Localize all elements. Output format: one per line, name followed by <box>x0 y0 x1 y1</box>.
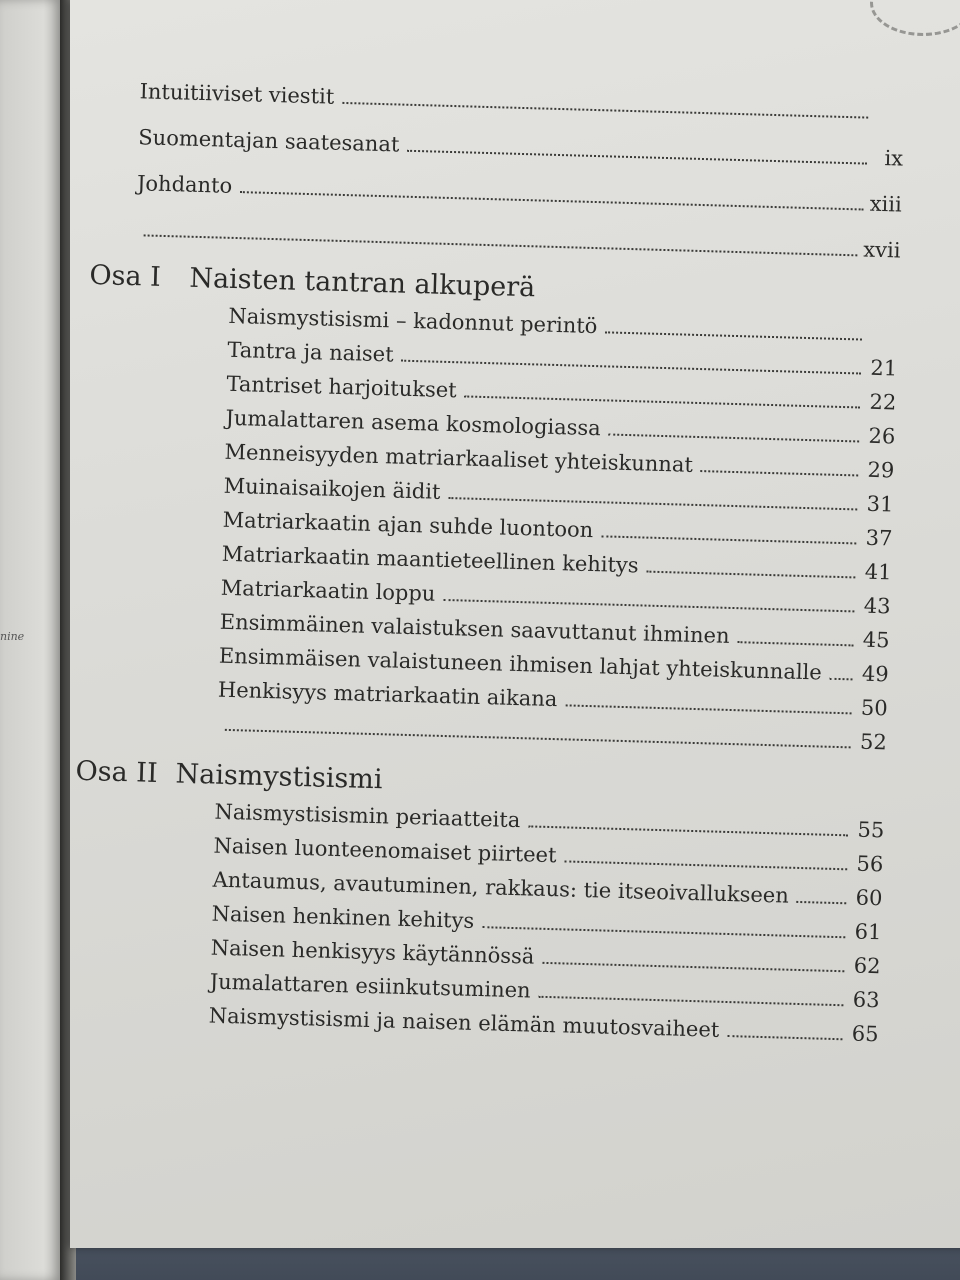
toc-entry-page: 49 <box>861 661 889 687</box>
toc-entry-page: 21 <box>870 355 898 381</box>
toc-entry-page: 63 <box>852 987 880 1013</box>
dot-leader <box>225 729 851 748</box>
toc-entry-title: Muinaisaikojen äidit <box>223 473 441 504</box>
dot-leader <box>528 825 848 836</box>
dot-leader <box>464 395 860 408</box>
toc-entry-title: Naismystisismin periaatteita <box>214 799 521 833</box>
ornament-decoration <box>870 0 960 36</box>
toc-entry-page: 31 <box>866 491 894 517</box>
dot-leader <box>605 331 862 340</box>
toc-entry-page: 41 <box>864 559 892 585</box>
toc-entry-title: Ensimmäinen valaistuksen saavuttanut ihminen <box>219 609 730 648</box>
part-number: Osa I <box>89 259 162 293</box>
toc-entry-title: Antaumus, avautuminen, rakkaus: tie itseoivallukseen <box>212 867 790 908</box>
toc-entry-page: 45 <box>862 627 890 653</box>
part-title: Naisten tantran alkuperä <box>189 262 536 304</box>
dot-leader <box>240 191 864 210</box>
toc-entry-title: Menneisyyden matriarkaaliset yhteiskunnat <box>224 439 694 477</box>
dot-leader <box>601 535 856 544</box>
toc-entry-page: xiii <box>869 191 903 217</box>
toc-entry-title: Intuitiiviset viestit <box>139 79 335 109</box>
toc-entry-page: 29 <box>867 457 895 483</box>
left-page-edge <box>0 0 62 1280</box>
dot-leader <box>797 901 847 904</box>
dot-leader <box>407 150 867 165</box>
toc-entry-page: 65 <box>851 1021 879 1047</box>
toc-entry-title: Johdanto <box>136 171 233 198</box>
dot-leader <box>609 433 860 442</box>
toc-entry-title: Naisen luonteenomaiset piirteet <box>213 833 557 868</box>
toc-entry-page: xvii <box>863 237 901 263</box>
toc-entry-page: 56 <box>856 851 884 877</box>
dot-leader <box>448 497 857 510</box>
dot-leader <box>737 641 853 646</box>
toc-entry-page <box>874 119 904 120</box>
toc-entry-page: 43 <box>863 593 891 619</box>
toc-entry-title: Naismystisismi – kadonnut perintö <box>228 303 598 339</box>
dot-leader <box>342 102 868 119</box>
toc-entry-title: Tantriset harjoitukset <box>226 371 457 403</box>
dot-leader <box>830 678 853 681</box>
toc-entry-title: Naisen henkisyys käytännössä <box>210 935 535 969</box>
toc-entry-title: Naismystisismi ja naisen elämän muutosvaiheet <box>208 1003 720 1042</box>
toc-entry-page: ix <box>884 146 904 171</box>
toc-entry-title: Matriarkaatin maantieteellinen kehitys <box>221 541 639 578</box>
toc-entry-title: Jumalattaren asema kosmologiassa <box>225 405 602 441</box>
dot-leader <box>482 926 845 938</box>
toc-entry-title: Matriarkaatin ajan suhde luontoon <box>222 507 594 543</box>
toc-entry-page: 62 <box>853 953 881 979</box>
toc-entry-page: 22 <box>869 389 897 415</box>
left-page-fragment: nine <box>0 630 25 643</box>
toc-entry-title: Matriarkaatin loppu <box>220 575 436 606</box>
part-number: Osa II <box>75 755 159 790</box>
dot-leader <box>565 704 851 714</box>
table-of-contents <box>68 78 904 1056</box>
toc-entry-page: 26 <box>868 423 896 449</box>
dot-leader <box>538 996 843 1007</box>
dot-leader <box>443 599 854 612</box>
dot-leader <box>727 1035 842 1040</box>
toc-entry-page <box>868 341 898 342</box>
toc-entry-title: Tantra ja naiset <box>227 337 394 367</box>
toc-entry-title: Henkisyys matriarkaatin aikana <box>217 677 558 712</box>
toc-entry-page: 50 <box>860 695 889 721</box>
toc-entry-page: 52 <box>859 729 888 755</box>
toc-entry-page: 60 <box>855 885 883 911</box>
toc-entry-page: 37 <box>865 525 893 551</box>
dot-leader <box>542 962 844 972</box>
dot-leader <box>401 360 861 375</box>
toc-entry-title: Suomentajan saatesanat <box>138 125 400 157</box>
dot-leader <box>144 234 858 256</box>
toc-entry-page: 61 <box>854 919 882 945</box>
toc-entry-title: Naisen henkinen kehitys <box>211 901 475 933</box>
dot-leader <box>701 470 859 476</box>
toc-entry-title: Ensimmäisen valaistuneen ihmisen lahjat yhteiskunnalle <box>218 643 823 685</box>
part-title: Naismystisismi <box>175 758 383 796</box>
dot-leader <box>564 860 847 870</box>
toc-entry-title: Jumalattaren esiinkutsuminen <box>209 969 531 1003</box>
dot-leader <box>646 571 855 579</box>
toc-entry-page: 55 <box>857 817 885 843</box>
